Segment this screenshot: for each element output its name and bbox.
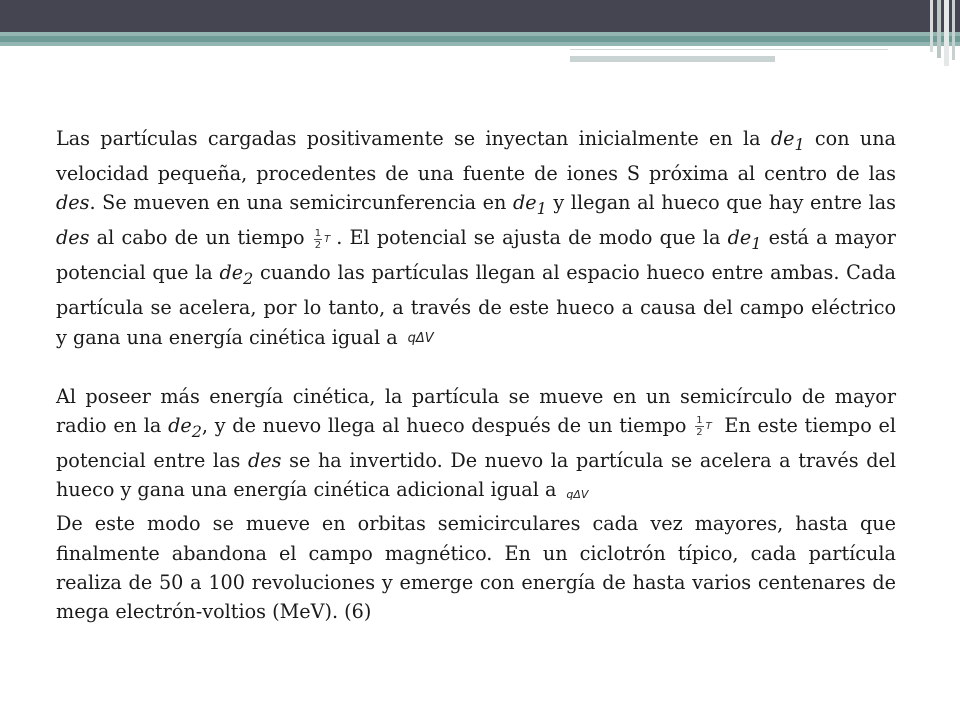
term-de: $de_1$ — [512, 191, 547, 219]
text-run: . Se mueven en una semicircunferencia en — [89, 191, 513, 215]
slide-body — [56, 124, 896, 626]
text-run: En este tiempo el potencial entre las — [56, 413, 896, 472]
half-fraction: $\frac{1}{2}$ — [696, 415, 703, 439]
energy-formula: qΔV — [566, 488, 589, 502]
paragraph-spacer — [56, 353, 896, 382]
decorative-line — [570, 49, 888, 53]
term-de: $de_2$ — [168, 413, 202, 441]
text-run: está a mayor potencial que la — [56, 226, 896, 285]
header-bar — [0, 0, 960, 32]
energy-formula: qΔV — [407, 330, 434, 346]
text-run: . El potencial se ajusta de modo que la — [336, 226, 728, 250]
text-run: con una velocidad pequeña, procedentes de una fuente de iones S próxima al centro de las — [56, 127, 896, 186]
paragraph-3: De este modo se mueve en orbitas semicirculares cada vez mayores, hasta que finalmente abandona el campo magnético. En un ciclotrón típico, cada partícula realiza de 50 a 100 revoluciones y emerge con energía de hasta varios centenares de mega electrón-voltios (MeV). (6) — [56, 512, 896, 623]
decorative-vertical-stripe — [937, 0, 941, 58]
decorative-vertical-stripe — [930, 0, 933, 52]
term-des: des — [56, 226, 90, 250]
half-fraction: $\frac{1}{2}$ — [314, 227, 322, 251]
text-run: Las partículas cargadas positivamente se inyectan inicialmente en la — [56, 127, 771, 150]
header-accent-stripe — [0, 36, 960, 42]
text-run: , y de nuevo llega al hueco después de un tiempo — [201, 413, 694, 437]
term-de: $de_2$ — [219, 261, 254, 289]
decorative-vertical-stripe — [952, 0, 955, 60]
text-run: al cabo de un tiempo — [89, 226, 312, 250]
paragraph-1 — [56, 124, 896, 353]
text-run: Al poseer más energía cinética, la partícula se mueve en un semicírculo de mayor radio en la — [56, 384, 896, 437]
paragraph-2 — [56, 382, 896, 510]
period-variable: T — [705, 421, 712, 433]
term-des: des — [247, 448, 282, 472]
text-run: se ha invertido. De nuevo la partícula se acelera a través del hueco y gana una energía cinética adicional igual a — [56, 448, 896, 502]
decorative-line-secondary — [570, 56, 775, 62]
decorative-vertical-stripe — [944, 0, 949, 66]
text-run: cuando las partículas llegan al espacio hueco entre ambas. Cada partícula se acelera, por lo tanto, a través de este hueco a causa del campo eléctrico y gana una energía cinética igual a — [56, 261, 896, 349]
text-run: y llegan al hueco que hay entre las — [546, 191, 896, 215]
term-des: des — [56, 191, 90, 215]
term-de: $de_1$ — [770, 127, 805, 154]
period-variable: T — [324, 233, 331, 245]
term-de: $de_1$ — [727, 226, 762, 254]
